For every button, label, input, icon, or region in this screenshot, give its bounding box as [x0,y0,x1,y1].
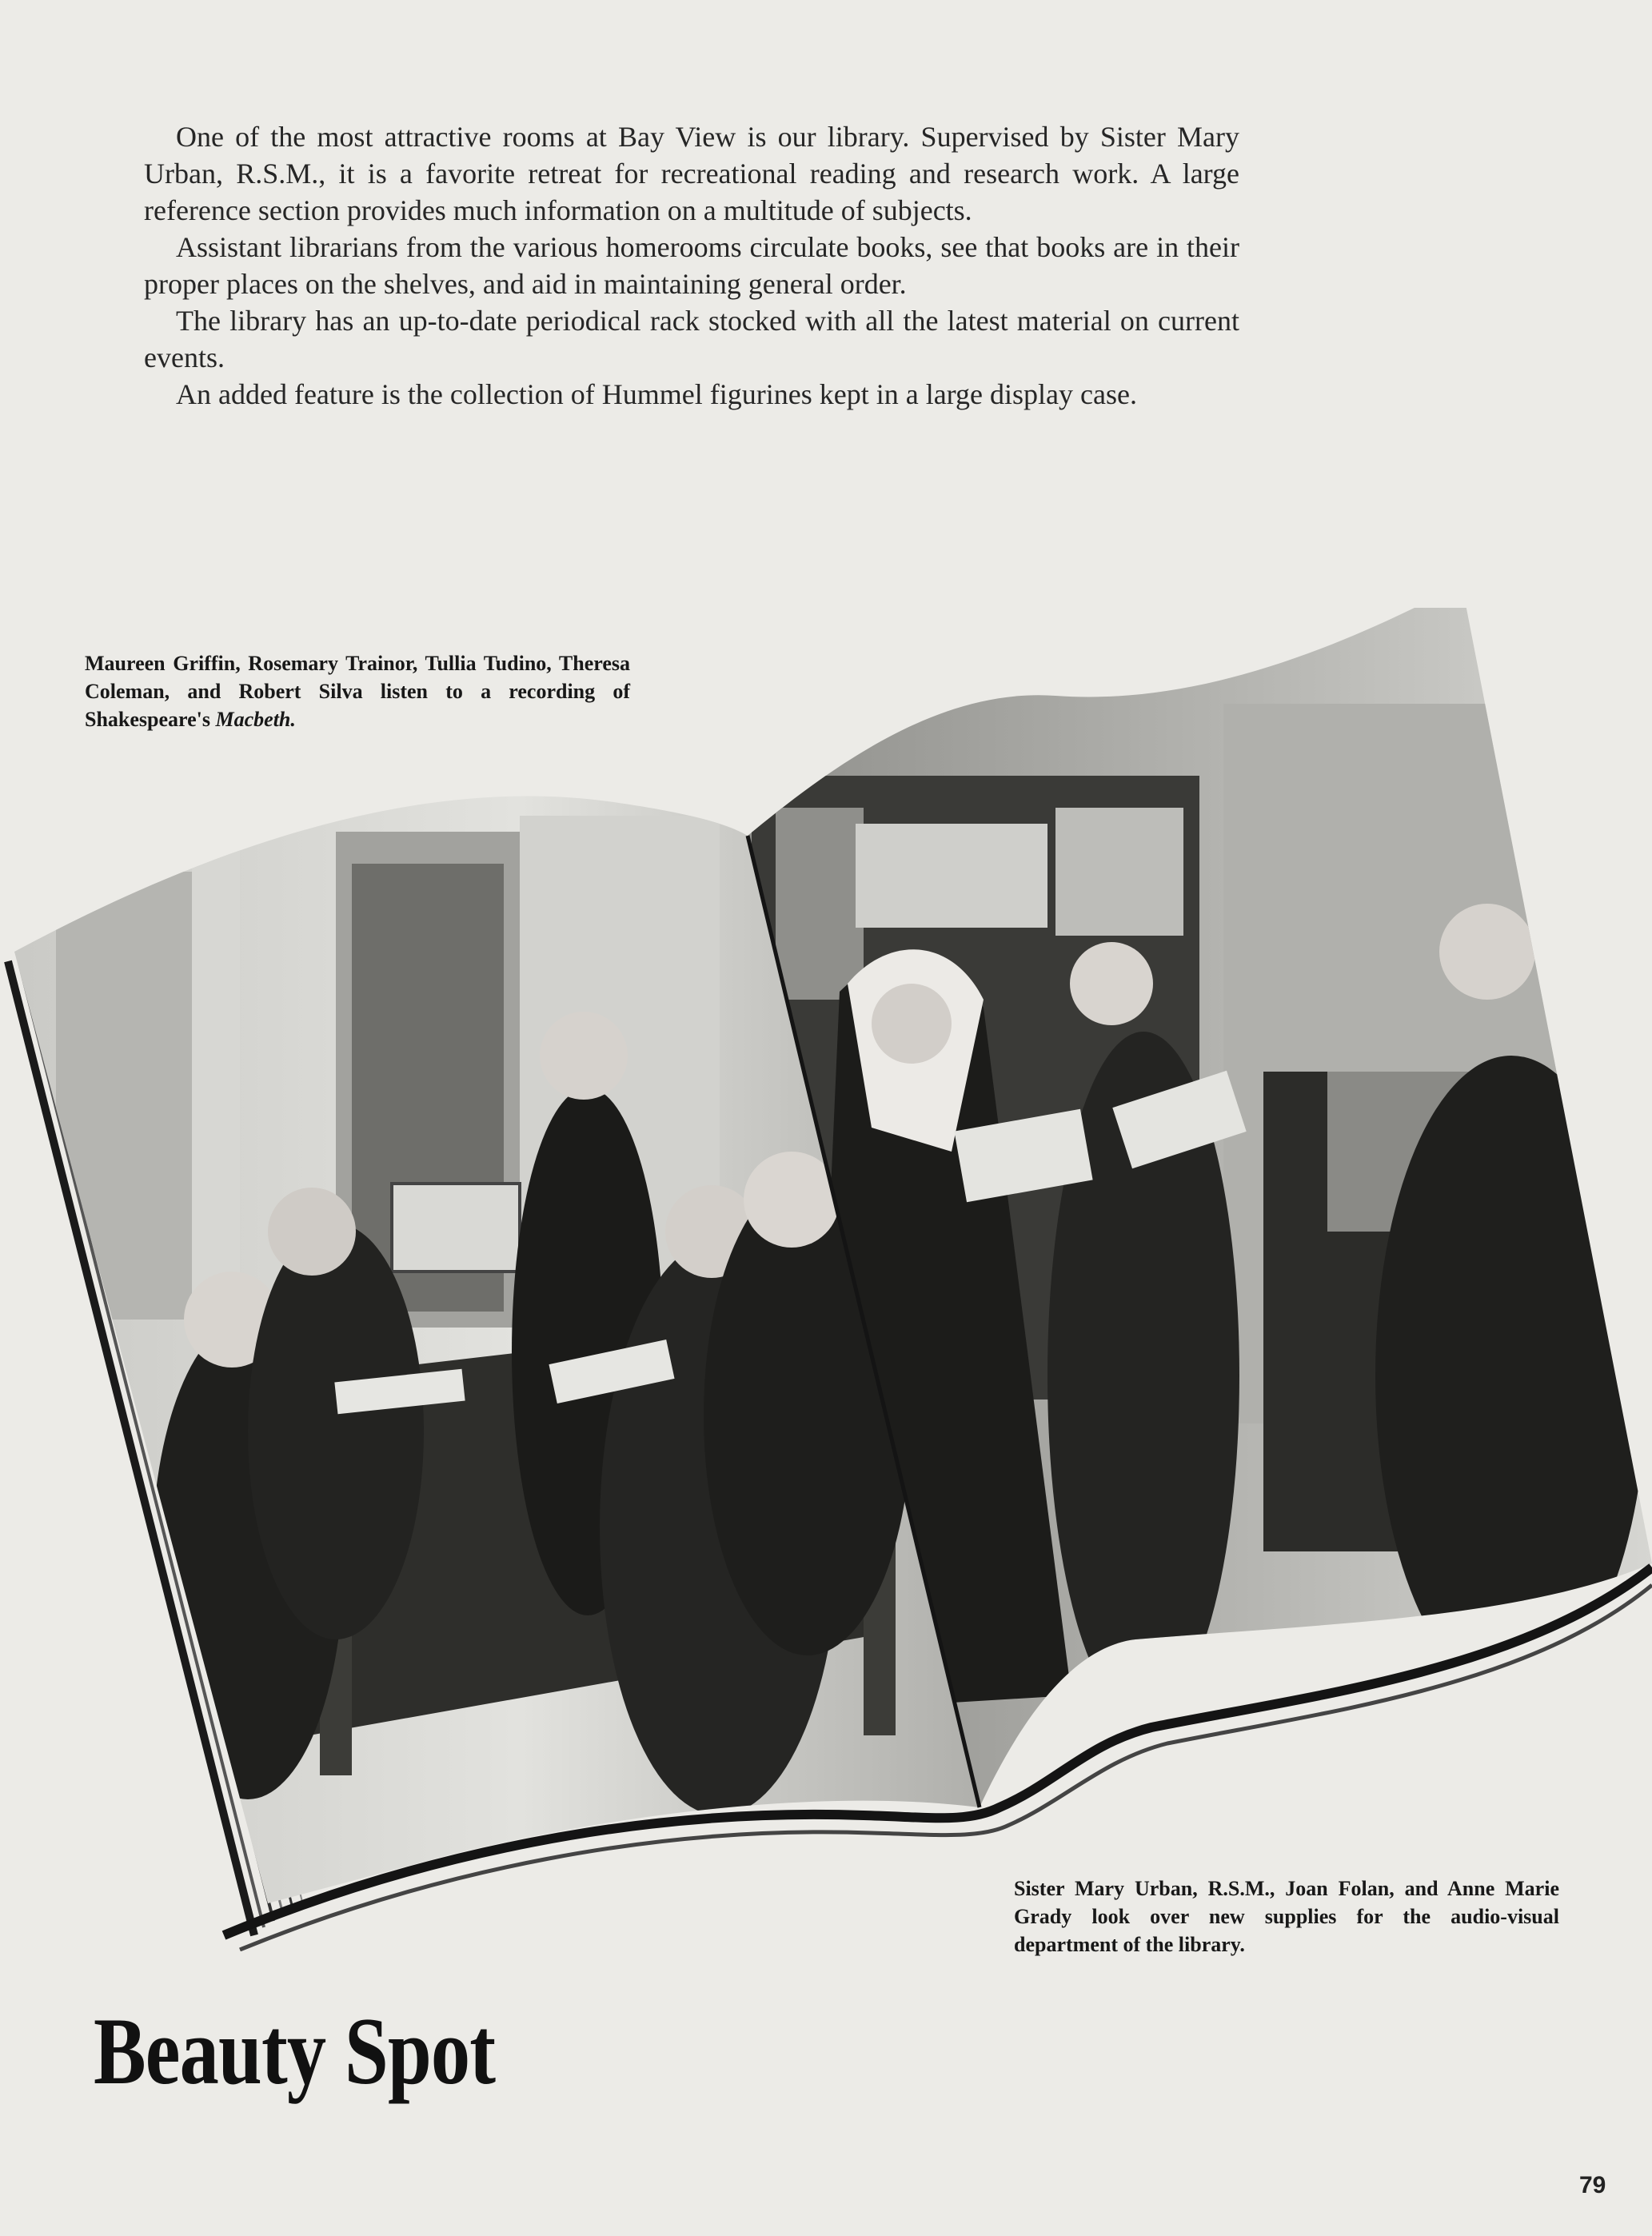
window-curtain [56,872,192,1320]
photo-caption-right: Sister Mary Urban, R.S.M., Joan Folan, and Anne Marie Grady look over new supplies for the audio-visual department of the library. [1014,1877,1559,1956]
intro-paragraph: One of the most attractive rooms at Bay View is our library. Supervised by Sister Mary Urban, R.S.M., it is a favorite retreat for recreational reading and research work. A large reference section provides much information on a multitude of subjects. [144,121,1239,226]
nun-face [872,984,952,1064]
page-headline: Beauty Spot [94,1998,496,2104]
intro-paragraph: Assistant librarians from the various homerooms circulate books, see that books are in their proper places on the shelves, and aid in maintaining general order. [144,231,1239,300]
window-frame [192,848,240,1328]
caption-left-title: Macbeth. [215,708,296,731]
page-number: 79 [1579,2172,1606,2198]
display-poster [1055,808,1183,936]
open-book-photo-spread [0,608,1652,1951]
student-face [1070,942,1153,1025]
student-face [268,1188,356,1276]
phonograph-icon [392,1184,520,1272]
caption-left-text: Maureen Griffin, Rosemary Trainor, Tullia Tudino, Theresa Coleman, and Robert Silva listen to a recording of Shakespeare's [85,652,630,731]
intro-paragraph: The library has an up-to-date periodical rack stocked with all the latest material on current events. [144,305,1239,373]
intro-paragraph: An added feature is the collection of Hummel figurines kept in a large display case. [176,378,1137,410]
student-face [1439,904,1535,1000]
intro-text [144,118,1239,413]
student-face [540,1012,628,1100]
bookshelf-books [776,808,864,1000]
filmstrip-boxes [856,824,1047,928]
student-figure [248,1224,424,1639]
